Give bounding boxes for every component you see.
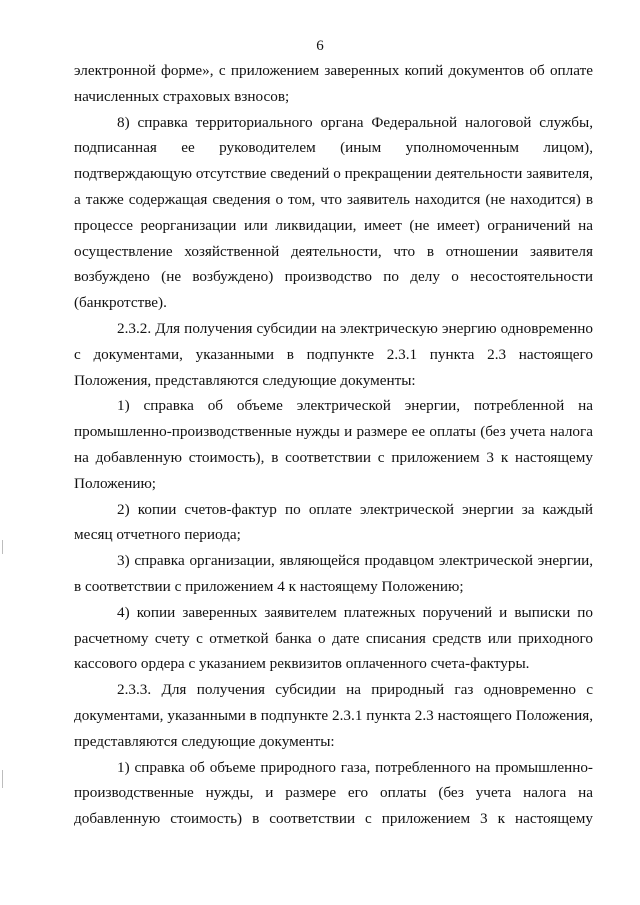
scan-speck: [2, 770, 3, 788]
paragraph-continuation: электронной форме», с приложением заверенных копий документов об оплате начисленных страховых взносов;: [74, 62, 593, 105]
paragraph-2-3-2-item-1: 1) справка об объеме электрической энергии, потребленной на промышленно-производственные нужды и размере ее оплаты (без учета налога на добавленную стоимость), в соответствии с приложением 3 к настоящему Положению;: [74, 397, 593, 492]
paragraph-2-3-3: 2.3.3. Для получения субсидии на природный газ одновременно с документами, указанными в подпункте 2.3.1 пункта 2.3 настоящего Положения, представляются следующие документы:: [74, 681, 593, 750]
paragraph-2-3-2-item-3: 3) справка организации, являющейся продавцом электрической энергии, в соответствии с приложением 4 к настоящему Положению;: [74, 552, 593, 595]
paragraph-2-3-2: 2.3.2. Для получения субсидии на электрическую энергию одновременно с документами, указанными в подпункте 2.3.1 пункта 2.3 настоящего Положения, представляются следующие документы:: [74, 319, 593, 389]
scan-speck: [2, 540, 3, 554]
document-body: [74, 58, 593, 832]
paragraph-2-3-3-item-1: 1) справка об объеме природного газа, потребленного на промышленно-производственные нужды, и размере его оплаты (без учета налога на добавленную стоимость) в соответствии с приложением 3 к настоящему: [74, 758, 593, 828]
paragraph-item-8: 8) справка территориального органа Федеральной налоговой службы, подписанная ее руководителем (иным уполномоченным лицом), подтверждающую отсутствие сведений о прекращении деятельности заявителя, а также содержащая сведения о том, что заявитель находится (не находится) в процессе реорганизации или ликвидации, имеет (не имеет) ограничений на осуществление хозяйственной деятельности, что в отношении заявителя возбуждено (не возбуждено) производство по делу о несостоятельности (банкротстве).: [74, 113, 593, 312]
paragraph-2-3-2-item-2: 2) копии счетов-фактур по оплате электрической энергии за каждый месяц отчетного периода;: [74, 500, 593, 544]
paragraph-2-3-2-item-4: 4) копии заверенных заявителем платежных поручений и выписки по расчетному счету с отметкой банка о дате списания средств или приходного кассового ордера с указанием реквизитов оплаченного счета-фактуры.: [74, 603, 593, 673]
scan-margin-marks: [0, 0, 6, 905]
page-number: 6: [316, 38, 324, 54]
